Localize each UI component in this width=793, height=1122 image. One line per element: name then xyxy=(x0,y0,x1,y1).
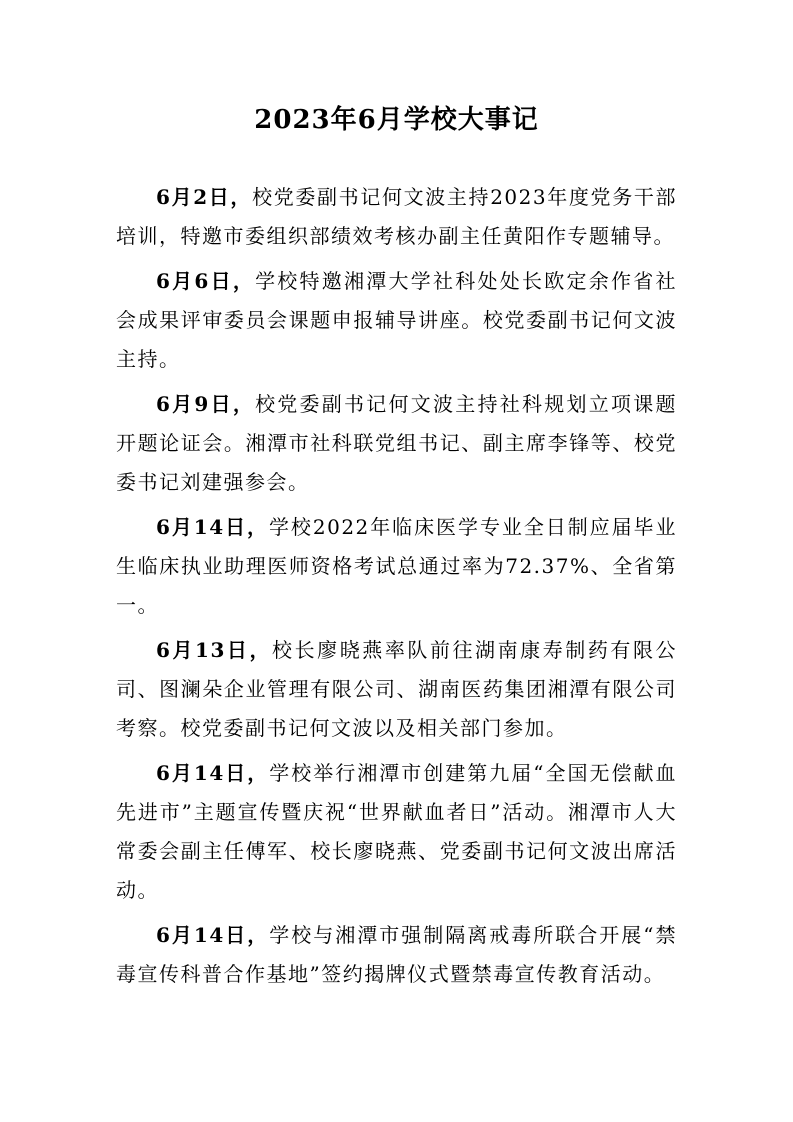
event-date: 6月14日， xyxy=(156,923,270,947)
event-entry xyxy=(116,916,677,994)
event-entry xyxy=(116,631,677,748)
event-date: 6月13日， xyxy=(156,638,273,662)
event-list xyxy=(116,178,677,994)
event-text: 学校举行湘潭市创建第九届“全国无偿献血先进市”主题宣传暨庆祝“世界献血者日”活动。湘潭市人大常委会副主任傅军、校长廖晓燕、党委副书记何文波出席活动。 xyxy=(116,761,678,902)
event-entry xyxy=(116,508,677,625)
event-text: 学校2022年临床医学专业全日制应届毕业生临床执业助理医师资格考试总通过率为72.37%、全省第一。 xyxy=(116,515,678,617)
event-text: 校党委副书记何文波主持2023年度党务干部培训，特邀市委组织部绩效考核办副主任黄阳作专题辅导。 xyxy=(116,185,677,248)
event-entry xyxy=(116,754,677,910)
event-text: 学校特邀湘潭大学社科处处长欧定余作省社会成果评审委员会课题申报辅导讲座。校党委副书记何文波主持。 xyxy=(116,269,677,371)
event-entry xyxy=(116,178,677,256)
event-text: 校长廖晓燕率队前往湖南康寿制药有限公司、图澜朵企业管理有限公司、湖南医药集团湘潭有限公司考察。校党委副书记何文波以及相关部门参加。 xyxy=(116,638,678,740)
event-entry xyxy=(116,262,677,379)
event-date: 6月2日， xyxy=(156,185,253,209)
event-text: 学校与湘潭市强制隔离戒毒所联合开展“禁毒宣传科普合作基地”签约揭牌仪式暨禁毒宣传教育活动。 xyxy=(116,923,678,986)
event-date: 6月6日， xyxy=(156,269,256,293)
document-title: 2023年6月学校大事记 xyxy=(254,105,539,135)
event-date: 6月14日， xyxy=(156,515,269,539)
event-date: 6月14日， xyxy=(156,761,270,785)
event-entry xyxy=(116,385,677,502)
event-date: 6月9日， xyxy=(156,392,256,416)
event-text: 校党委副书记何文波主持社科规划立项课题开题论证会。湘潭市社科联党组书记、副主席李锋等、校党委书记刘建强参会。 xyxy=(116,392,677,494)
